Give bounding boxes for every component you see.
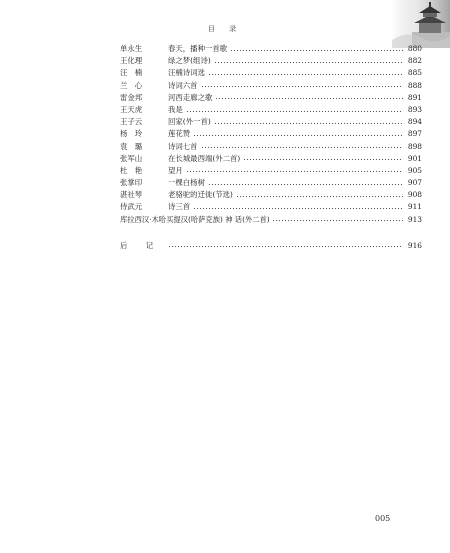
toc-entry-line (168, 165, 422, 177)
toc-author: 兰 心 (120, 80, 143, 90)
toc-entry[interactable] (120, 128, 422, 140)
toc-entry-line (168, 67, 422, 79)
toc-page-number: 891 (407, 92, 422, 102)
dot-leader (208, 184, 403, 185)
toc-page-number: 911 (407, 202, 422, 212)
toc-page-number: 905 (407, 165, 422, 175)
dot-leader (208, 74, 403, 75)
toc-entry-line (168, 240, 422, 252)
toc-entry[interactable] (120, 214, 422, 226)
toc-author: 单永生 (120, 44, 143, 53)
toc-entry-line (120, 214, 422, 226)
toc-title: 诗词七首 (168, 141, 198, 151)
toc-entry-line (168, 104, 422, 116)
toc-title: 河西走廊之歌 (168, 92, 213, 102)
pagoda-icon (392, 0, 450, 48)
toc-page-number: 897 (407, 129, 422, 139)
dot-leader (243, 159, 403, 160)
toc-entry[interactable] (120, 104, 422, 116)
dot-leader (201, 86, 403, 87)
toc-entry-line (168, 55, 422, 67)
toc-entry[interactable] (120, 201, 422, 213)
toc-entry[interactable] (120, 43, 422, 55)
dot-leader (186, 111, 403, 112)
toc-author: 杨 玲 (120, 129, 143, 139)
toc-page-number: 908 (407, 190, 422, 200)
dot-leader (193, 135, 403, 136)
toc-entry[interactable] (120, 153, 422, 165)
toc-entry[interactable] (120, 189, 422, 201)
dot-leader (168, 246, 403, 247)
toc-entry-line (168, 128, 422, 140)
toc-title: 春天，播种一首歌 (168, 44, 228, 53)
toc-page-number: 907 (407, 178, 422, 188)
toc-page-number: 893 (407, 104, 422, 114)
toc-author: 湛社琴 (120, 190, 143, 200)
toc-entry-line (168, 80, 422, 92)
toc-page-number: 882 (407, 56, 422, 66)
toc-author: 侍武元 (120, 202, 143, 212)
toc-entry[interactable] (120, 141, 422, 153)
toc-page-number: 885 (407, 68, 422, 78)
toc-title: 老骆驼的迁徙(节选) (168, 190, 233, 200)
toc-author: 杜 艳 (120, 165, 143, 175)
dot-leader (214, 62, 403, 63)
toc-author: 张军山 (120, 153, 143, 163)
toc-title: 在长城最西端(外二首) (168, 153, 241, 163)
toc-page-number: 880 (407, 44, 422, 53)
dot-leader (230, 50, 403, 51)
toc-author: 王子云 (120, 117, 143, 127)
toc-title: 我是 (168, 104, 183, 114)
toc-title: 回家(外一首) (168, 117, 211, 127)
dot-leader (193, 208, 403, 209)
toc-title: 库拉西汉·木哈买提汉(哈萨克族) 神 话(外二首) (120, 214, 270, 224)
toc-entry-line (168, 189, 422, 201)
toc-entry-line (168, 177, 422, 189)
toc-entry-line (168, 92, 422, 104)
dot-leader (201, 147, 403, 148)
dot-leader (214, 123, 403, 124)
toc-title: 莲花赞 (168, 129, 191, 139)
toc-entry[interactable] (120, 165, 422, 177)
toc-entry-line (168, 43, 422, 55)
toc-title: 一棵白杨树 (168, 178, 205, 188)
toc-author: 雷金邦 (120, 92, 143, 102)
toc-entry[interactable] (120, 80, 422, 92)
toc-entry[interactable] (120, 116, 422, 128)
section-spacer (120, 226, 422, 240)
toc-entry[interactable] (120, 55, 422, 67)
dot-leader (236, 196, 403, 197)
toc-author: 王天虎 (120, 104, 143, 114)
running-header: 目 录 (207, 25, 243, 33)
toc-author: 汪 楠 (120, 68, 143, 78)
afterword-label: 后 记 (120, 240, 162, 250)
decorative-pagoda-image (392, 0, 450, 48)
toc-page-number: 888 (407, 80, 422, 90)
toc-author: 王化理 (120, 56, 143, 66)
toc-title: 诗三首 (168, 202, 191, 212)
table-of-contents (120, 43, 422, 252)
toc-entry-line (168, 116, 422, 128)
toc-page-number: 894 (407, 117, 422, 127)
toc-author: 张掌印 (120, 178, 143, 188)
toc-entry[interactable] (120, 92, 422, 104)
dot-leader (272, 220, 403, 221)
toc-title: 汪楠诗词选 (168, 68, 205, 78)
toc-page-number: 901 (407, 153, 422, 163)
toc-entry-line (168, 141, 422, 153)
toc-page-number: 898 (407, 141, 422, 151)
toc-entry-line (168, 201, 422, 213)
toc-author: 袁 璐 (120, 141, 143, 151)
toc-entry-line (168, 153, 422, 165)
toc-entry-afterword[interactable] (120, 240, 422, 252)
dot-leader (186, 171, 403, 172)
toc-page-number: 913 (407, 214, 422, 224)
toc-entry[interactable] (120, 67, 422, 79)
toc-entry[interactable] (120, 177, 422, 189)
dot-leader (215, 98, 403, 99)
toc-title: 望月 (168, 165, 183, 175)
toc-page-number: 916 (407, 240, 422, 250)
toc-title: 绿之梦(组诗) (168, 56, 211, 66)
toc-title: 诗词六首 (168, 80, 198, 90)
page-number: 005 (375, 514, 391, 523)
